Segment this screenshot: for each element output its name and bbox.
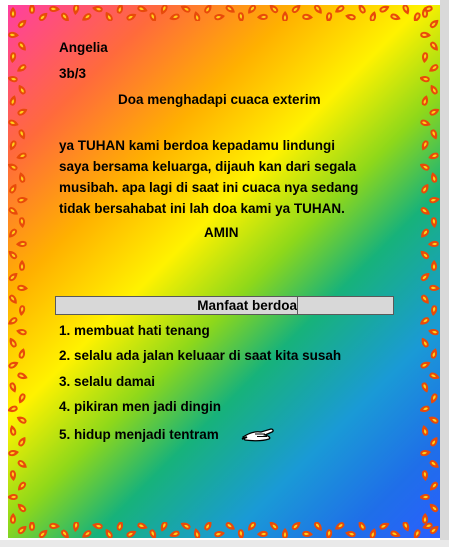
decorative-border-bottom xyxy=(8,522,440,538)
praying-hands-icon xyxy=(241,423,275,443)
decorative-border-left xyxy=(8,5,28,538)
prayer-line: tidak bersahabat ini lah doa kami ya TUHAN. xyxy=(59,201,345,216)
decorative-border-top xyxy=(8,5,440,21)
window-edge-right xyxy=(440,0,449,547)
benefits-table-header: Manfaat berdoa xyxy=(197,298,297,313)
prayer-line: ya TUHAN kami berdoa kepadamu lindungi xyxy=(59,138,336,153)
decorative-border-right xyxy=(420,5,440,538)
benefit-item: 5. hidup menjadi tentram xyxy=(59,427,219,442)
benefits-table xyxy=(55,296,394,315)
benefit-item: 1. membuat hati tenang xyxy=(59,323,210,338)
benefit-item: 2. selalu ada jalan keluaar di saat kita susah xyxy=(59,348,342,363)
window-edge-bottom xyxy=(0,540,449,547)
author-class: 3b/3 xyxy=(59,66,87,81)
benefit-item: 3. selalu damai xyxy=(59,374,156,389)
document-page xyxy=(8,5,440,538)
prayer-line: saya bersama keluarga, dijauh kan dari segala xyxy=(59,159,357,174)
prayer-line: musibah. apa lagi di saat ini cuaca nya sedang xyxy=(59,180,359,195)
prayer-title: Doa menghadapi cuaca exterim xyxy=(118,92,321,107)
benefit-item: 4. pikiran men jadi dingin xyxy=(59,399,222,414)
author-name: Angelia xyxy=(59,40,108,55)
benefits-table-empty-cell xyxy=(298,297,393,314)
prayer-closing: AMIN xyxy=(204,225,239,240)
